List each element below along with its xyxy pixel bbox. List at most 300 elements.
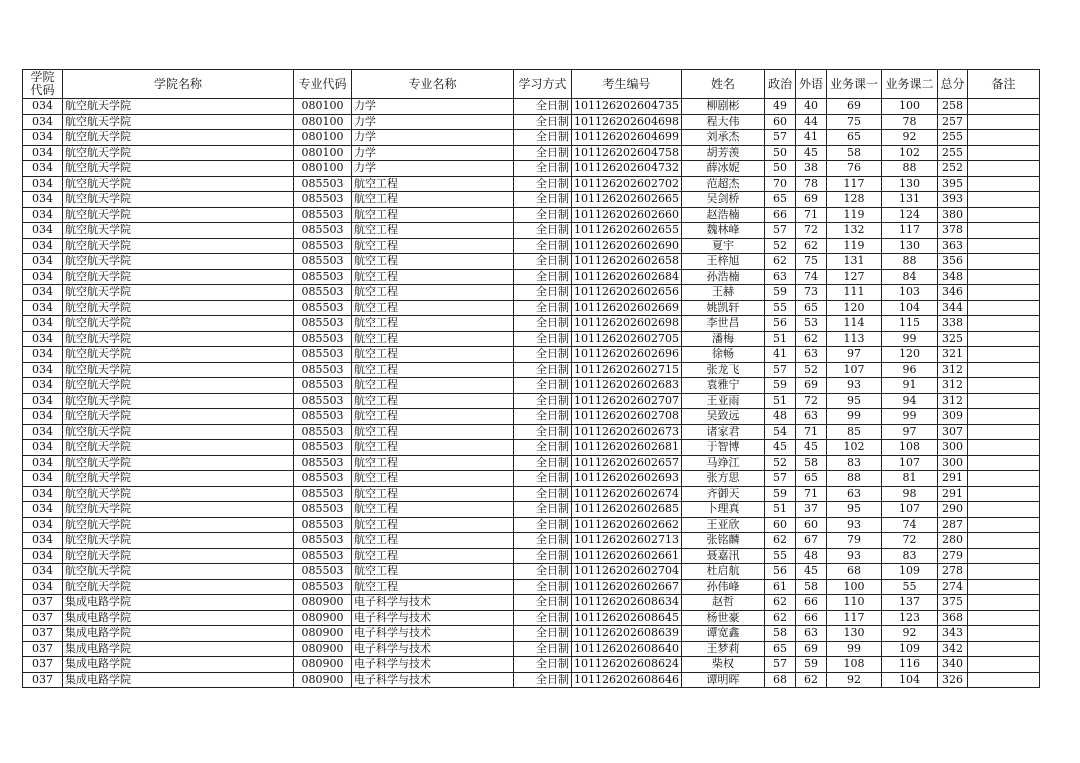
table-row	[23, 440, 1040, 456]
cell-subject-1: 58	[826, 145, 881, 161]
cell-candidate-id: 101126202608639	[572, 626, 682, 642]
cell-remarks	[967, 192, 1039, 208]
cell-total: 346	[937, 285, 967, 301]
cell-major-name: 电子科学与技术	[352, 672, 514, 688]
cell-major-name: 航空工程	[352, 548, 514, 564]
cell-candidate-id: 101126202602685	[572, 502, 682, 518]
header-major-code: 专业代码	[294, 70, 352, 99]
cell-candidate-id: 101126202602705	[572, 331, 682, 347]
cell-college-code: 034	[23, 300, 63, 316]
cell-major-name: 电子科学与技术	[352, 626, 514, 642]
cell-name: 魏林峰	[681, 223, 764, 239]
cell-college-name: 航空航天学院	[63, 579, 294, 595]
cell-candidate-id: 101126202602702	[572, 176, 682, 192]
cell-politics: 49	[764, 99, 795, 115]
cell-major-name: 航空工程	[352, 564, 514, 580]
cell-name: 夏宇	[681, 238, 764, 254]
cell-study-mode: 全日制	[514, 440, 572, 456]
cell-subject-1: 127	[826, 269, 881, 285]
cell-major-code: 085503	[294, 207, 352, 223]
cell-candidate-id: 101126202602660	[572, 207, 682, 223]
cell-study-mode: 全日制	[514, 564, 572, 580]
cell-name: 王梓旭	[681, 254, 764, 270]
cell-major-name: 力学	[352, 161, 514, 177]
cell-total: 300	[937, 440, 967, 456]
cell-politics: 62	[764, 533, 795, 549]
cell-total: 378	[937, 223, 967, 239]
cell-study-mode: 全日制	[514, 223, 572, 239]
cell-major-name: 航空工程	[352, 331, 514, 347]
cell-candidate-id: 101126202602708	[572, 409, 682, 425]
cell-study-mode: 全日制	[514, 130, 572, 146]
cell-total: 257	[937, 114, 967, 130]
cell-remarks	[967, 455, 1039, 471]
cell-foreign-language: 72	[795, 223, 826, 239]
cell-subject-1: 100	[826, 579, 881, 595]
cell-subject-1: 119	[826, 238, 881, 254]
cell-politics: 58	[764, 626, 795, 642]
cell-college-name: 集成电路学院	[63, 641, 294, 657]
cell-politics: 63	[764, 269, 795, 285]
cell-subject-1: 107	[826, 362, 881, 378]
table-row	[23, 657, 1040, 673]
cell-subject-2: 107	[881, 455, 937, 471]
cell-college-name: 航空航天学院	[63, 238, 294, 254]
cell-college-code: 034	[23, 254, 63, 270]
cell-college-name: 航空航天学院	[63, 347, 294, 363]
cell-major-code: 085503	[294, 223, 352, 239]
cell-subject-2: 123	[881, 610, 937, 626]
cell-college-name: 航空航天学院	[63, 486, 294, 502]
cell-foreign-language: 37	[795, 502, 826, 518]
table-row	[23, 316, 1040, 332]
cell-total: 338	[937, 316, 967, 332]
cell-major-code: 085503	[294, 269, 352, 285]
cell-foreign-language: 66	[795, 610, 826, 626]
table-row	[23, 502, 1040, 518]
cell-candidate-id: 101126202602690	[572, 238, 682, 254]
cell-college-name: 航空航天学院	[63, 192, 294, 208]
cell-total: 325	[937, 331, 967, 347]
cell-politics: 65	[764, 192, 795, 208]
header-subject-2: 业务课二	[881, 70, 937, 99]
cell-name: 杜启航	[681, 564, 764, 580]
cell-college-code: 034	[23, 207, 63, 223]
cell-major-name: 航空工程	[352, 409, 514, 425]
cell-study-mode: 全日制	[514, 331, 572, 347]
cell-college-name: 集成电路学院	[63, 626, 294, 642]
cell-politics: 62	[764, 610, 795, 626]
cell-subject-1: 69	[826, 99, 881, 115]
cell-remarks	[967, 393, 1039, 409]
cell-subject-1: 68	[826, 564, 881, 580]
cell-total: 309	[937, 409, 967, 425]
cell-remarks	[967, 548, 1039, 564]
cell-college-code: 034	[23, 548, 63, 564]
cell-remarks	[967, 99, 1039, 115]
cell-subject-2: 131	[881, 192, 937, 208]
cell-total: 255	[937, 130, 967, 146]
cell-college-code: 037	[23, 610, 63, 626]
cell-remarks	[967, 316, 1039, 332]
cell-college-name: 航空航天学院	[63, 176, 294, 192]
cell-total: 380	[937, 207, 967, 223]
table-row	[23, 378, 1040, 394]
cell-subject-1: 114	[826, 316, 881, 332]
cell-major-name: 航空工程	[352, 316, 514, 332]
cell-remarks	[967, 300, 1039, 316]
cell-college-name: 航空航天学院	[63, 300, 294, 316]
cell-subject-2: 72	[881, 533, 937, 549]
cell-candidate-id: 101126202602665	[572, 192, 682, 208]
cell-total: 363	[937, 238, 967, 254]
cell-candidate-id: 101126202604732	[572, 161, 682, 177]
cell-major-name: 航空工程	[352, 378, 514, 394]
cell-foreign-language: 71	[795, 486, 826, 502]
cell-study-mode: 全日制	[514, 641, 572, 657]
cell-major-code: 085503	[294, 471, 352, 487]
cell-study-mode: 全日制	[514, 161, 572, 177]
cell-politics: 51	[764, 393, 795, 409]
cell-major-name: 力学	[352, 130, 514, 146]
cell-foreign-language: 45	[795, 564, 826, 580]
table-row	[23, 347, 1040, 363]
cell-foreign-language: 62	[795, 672, 826, 688]
cell-college-name: 航空航天学院	[63, 548, 294, 564]
cell-subject-1: 117	[826, 176, 881, 192]
cell-total: 279	[937, 548, 967, 564]
table-row	[23, 130, 1040, 146]
header-subject-1: 业务课一	[826, 70, 881, 99]
cell-foreign-language: 78	[795, 176, 826, 192]
cell-subject-2: 83	[881, 548, 937, 564]
cell-study-mode: 全日制	[514, 145, 572, 161]
header-foreign-language: 外语	[795, 70, 826, 99]
cell-college-name: 航空航天学院	[63, 533, 294, 549]
cell-remarks	[967, 626, 1039, 642]
cell-major-code: 080900	[294, 610, 352, 626]
cell-name: 王赫	[681, 285, 764, 301]
cell-remarks	[967, 409, 1039, 425]
cell-study-mode: 全日制	[514, 269, 572, 285]
cell-major-code: 085503	[294, 517, 352, 533]
cell-college-code: 034	[23, 564, 63, 580]
cell-subject-1: 75	[826, 114, 881, 130]
table-row	[23, 176, 1040, 192]
cell-foreign-language: 75	[795, 254, 826, 270]
cell-politics: 55	[764, 548, 795, 564]
cell-name: 吴致远	[681, 409, 764, 425]
cell-college-name: 航空航天学院	[63, 130, 294, 146]
cell-subject-1: 83	[826, 455, 881, 471]
cell-remarks	[967, 285, 1039, 301]
cell-study-mode: 全日制	[514, 176, 572, 192]
cell-subject-1: 113	[826, 331, 881, 347]
cell-politics: 55	[764, 300, 795, 316]
cell-name: 于智博	[681, 440, 764, 456]
table-row	[23, 269, 1040, 285]
cell-total: 312	[937, 362, 967, 378]
cell-total: 340	[937, 657, 967, 673]
cell-study-mode: 全日制	[514, 114, 572, 130]
cell-college-name: 航空航天学院	[63, 114, 294, 130]
cell-major-name: 航空工程	[352, 533, 514, 549]
cell-major-name: 电子科学与技术	[352, 595, 514, 611]
cell-major-name: 航空工程	[352, 192, 514, 208]
cell-subject-1: 108	[826, 657, 881, 673]
cell-study-mode: 全日制	[514, 626, 572, 642]
table-row	[23, 517, 1040, 533]
table-row	[23, 145, 1040, 161]
cell-subject-1: 76	[826, 161, 881, 177]
cell-remarks	[967, 595, 1039, 611]
cell-major-name: 航空工程	[352, 285, 514, 301]
cell-remarks	[967, 471, 1039, 487]
cell-name: 徐畅	[681, 347, 764, 363]
cell-foreign-language: 58	[795, 455, 826, 471]
cell-candidate-id: 101126202604735	[572, 99, 682, 115]
cell-politics: 51	[764, 502, 795, 518]
cell-major-name: 航空工程	[352, 223, 514, 239]
cell-remarks	[967, 238, 1039, 254]
cell-name: 赵浩楠	[681, 207, 764, 223]
cell-subject-2: 94	[881, 393, 937, 409]
score-sheet	[22, 69, 1040, 688]
cell-college-code: 034	[23, 533, 63, 549]
cell-name: 范超杰	[681, 176, 764, 192]
cell-major-code: 080900	[294, 657, 352, 673]
table-row	[23, 207, 1040, 223]
cell-subject-2: 124	[881, 207, 937, 223]
cell-subject-2: 88	[881, 254, 937, 270]
cell-subject-2: 55	[881, 579, 937, 595]
cell-major-code: 085503	[294, 300, 352, 316]
cell-candidate-id: 101126202602698	[572, 316, 682, 332]
cell-remarks	[967, 564, 1039, 580]
cell-foreign-language: 53	[795, 316, 826, 332]
cell-subject-1: 88	[826, 471, 881, 487]
cell-foreign-language: 52	[795, 362, 826, 378]
cell-major-code: 085503	[294, 409, 352, 425]
cell-study-mode: 全日制	[514, 378, 572, 394]
cell-subject-2: 100	[881, 99, 937, 115]
cell-college-code: 034	[23, 502, 63, 518]
cell-name: 杨世豪	[681, 610, 764, 626]
cell-foreign-language: 45	[795, 440, 826, 456]
cell-foreign-language: 69	[795, 641, 826, 657]
cell-subject-2: 108	[881, 440, 937, 456]
cell-study-mode: 全日制	[514, 285, 572, 301]
table-row	[23, 192, 1040, 208]
cell-total: 343	[937, 626, 967, 642]
cell-foreign-language: 63	[795, 626, 826, 642]
cell-college-code: 034	[23, 176, 63, 192]
cell-name: 胡芳羡	[681, 145, 764, 161]
cell-name: 齐御天	[681, 486, 764, 502]
cell-candidate-id: 101126202602669	[572, 300, 682, 316]
cell-name: 赵哲	[681, 595, 764, 611]
cell-major-code: 085503	[294, 533, 352, 549]
header-remarks: 备注	[967, 70, 1039, 99]
cell-college-code: 034	[23, 114, 63, 130]
cell-study-mode: 全日制	[514, 657, 572, 673]
cell-study-mode: 全日制	[514, 486, 572, 502]
table-row	[23, 409, 1040, 425]
cell-total: 395	[937, 176, 967, 192]
cell-major-code: 085503	[294, 440, 352, 456]
cell-name: 张铭麟	[681, 533, 764, 549]
cell-foreign-language: 48	[795, 548, 826, 564]
cell-subject-2: 104	[881, 300, 937, 316]
cell-study-mode: 全日制	[514, 192, 572, 208]
cell-name: 柴权	[681, 657, 764, 673]
cell-total: 307	[937, 424, 967, 440]
cell-subject-1: 95	[826, 502, 881, 518]
table-row	[23, 331, 1040, 347]
cell-subject-1: 130	[826, 626, 881, 642]
cell-major-code: 080100	[294, 130, 352, 146]
cell-total: 348	[937, 269, 967, 285]
cell-name: 刘承杰	[681, 130, 764, 146]
cell-major-code: 085503	[294, 378, 352, 394]
cell-politics: 61	[764, 579, 795, 595]
cell-total: 393	[937, 192, 967, 208]
cell-politics: 59	[764, 378, 795, 394]
cell-politics: 52	[764, 238, 795, 254]
cell-subject-2: 91	[881, 378, 937, 394]
cell-foreign-language: 44	[795, 114, 826, 130]
cell-major-name: 航空工程	[352, 517, 514, 533]
cell-college-name: 航空航天学院	[63, 285, 294, 301]
cell-name: 柳剧彬	[681, 99, 764, 115]
cell-college-code: 034	[23, 269, 63, 285]
cell-college-name: 集成电路学院	[63, 657, 294, 673]
cell-college-name: 航空航天学院	[63, 424, 294, 440]
cell-major-code: 080900	[294, 641, 352, 657]
cell-name: 卜理真	[681, 502, 764, 518]
cell-study-mode: 全日制	[514, 362, 572, 378]
cell-major-name: 航空工程	[352, 393, 514, 409]
cell-study-mode: 全日制	[514, 471, 572, 487]
table-row	[23, 626, 1040, 642]
cell-politics: 57	[764, 130, 795, 146]
cell-study-mode: 全日制	[514, 207, 572, 223]
cell-candidate-id: 101126202602693	[572, 471, 682, 487]
cell-remarks	[967, 517, 1039, 533]
cell-politics: 57	[764, 471, 795, 487]
cell-college-code: 034	[23, 362, 63, 378]
cell-name: 聂嘉汛	[681, 548, 764, 564]
table-row	[23, 564, 1040, 580]
cell-politics: 57	[764, 657, 795, 673]
cell-total: 342	[937, 641, 967, 657]
cell-politics: 41	[764, 347, 795, 363]
cell-college-code: 034	[23, 378, 63, 394]
cell-college-code: 034	[23, 440, 63, 456]
cell-college-name: 集成电路学院	[63, 595, 294, 611]
cell-candidate-id: 101126202602707	[572, 393, 682, 409]
cell-college-name: 航空航天学院	[63, 331, 294, 347]
table-row	[23, 424, 1040, 440]
cell-college-name: 航空航天学院	[63, 409, 294, 425]
cell-foreign-language: 67	[795, 533, 826, 549]
cell-study-mode: 全日制	[514, 595, 572, 611]
cell-major-name: 航空工程	[352, 254, 514, 270]
cell-study-mode: 全日制	[514, 316, 572, 332]
cell-name: 谭明晖	[681, 672, 764, 688]
table-row	[23, 579, 1040, 595]
cell-foreign-language: 41	[795, 130, 826, 146]
cell-major-code: 085503	[294, 486, 352, 502]
cell-college-name: 航空航天学院	[63, 471, 294, 487]
cell-name: 王梦莉	[681, 641, 764, 657]
cell-college-name: 航空航天学院	[63, 455, 294, 471]
cell-candidate-id: 101126202602655	[572, 223, 682, 239]
cell-foreign-language: 58	[795, 579, 826, 595]
cell-foreign-language: 73	[795, 285, 826, 301]
table-row	[23, 300, 1040, 316]
cell-total: 344	[937, 300, 967, 316]
table-row	[23, 595, 1040, 611]
cell-subject-2: 107	[881, 502, 937, 518]
cell-name: 吴剑桥	[681, 192, 764, 208]
cell-college-code: 037	[23, 595, 63, 611]
cell-college-code: 034	[23, 517, 63, 533]
cell-subject-2: 116	[881, 657, 937, 673]
table-row	[23, 672, 1040, 688]
cell-major-code: 085503	[294, 176, 352, 192]
cell-college-name: 航空航天学院	[63, 564, 294, 580]
cell-name: 诸家君	[681, 424, 764, 440]
cell-candidate-id: 101126202602696	[572, 347, 682, 363]
cell-college-code: 034	[23, 285, 63, 301]
cell-subject-1: 93	[826, 378, 881, 394]
cell-remarks	[967, 331, 1039, 347]
header-study-mode: 学习方式	[514, 70, 572, 99]
cell-subject-2: 99	[881, 331, 937, 347]
cell-college-code: 034	[23, 424, 63, 440]
cell-college-name: 航空航天学院	[63, 145, 294, 161]
cell-subject-2: 137	[881, 595, 937, 611]
cell-subject-1: 119	[826, 207, 881, 223]
cell-major-name: 航空工程	[352, 362, 514, 378]
cell-college-code: 034	[23, 145, 63, 161]
cell-major-code: 085503	[294, 362, 352, 378]
cell-politics: 54	[764, 424, 795, 440]
cell-candidate-id: 101126202602658	[572, 254, 682, 270]
table-row	[23, 362, 1040, 378]
cell-study-mode: 全日制	[514, 99, 572, 115]
cell-subject-2: 84	[881, 269, 937, 285]
cell-college-name: 航空航天学院	[63, 502, 294, 518]
cell-study-mode: 全日制	[514, 409, 572, 425]
cell-major-name: 力学	[352, 145, 514, 161]
cell-remarks	[967, 533, 1039, 549]
cell-subject-2: 97	[881, 424, 937, 440]
cell-subject-2: 98	[881, 486, 937, 502]
cell-remarks	[967, 378, 1039, 394]
cell-college-name: 航空航天学院	[63, 440, 294, 456]
cell-major-code: 080900	[294, 626, 352, 642]
cell-candidate-id: 101126202602661	[572, 548, 682, 564]
cell-candidate-id: 101126202602674	[572, 486, 682, 502]
cell-college-code: 034	[23, 393, 63, 409]
cell-remarks	[967, 672, 1039, 688]
cell-politics: 59	[764, 285, 795, 301]
cell-total: 368	[937, 610, 967, 626]
cell-major-name: 电子科学与技术	[352, 641, 514, 657]
cell-major-code: 085503	[294, 548, 352, 564]
